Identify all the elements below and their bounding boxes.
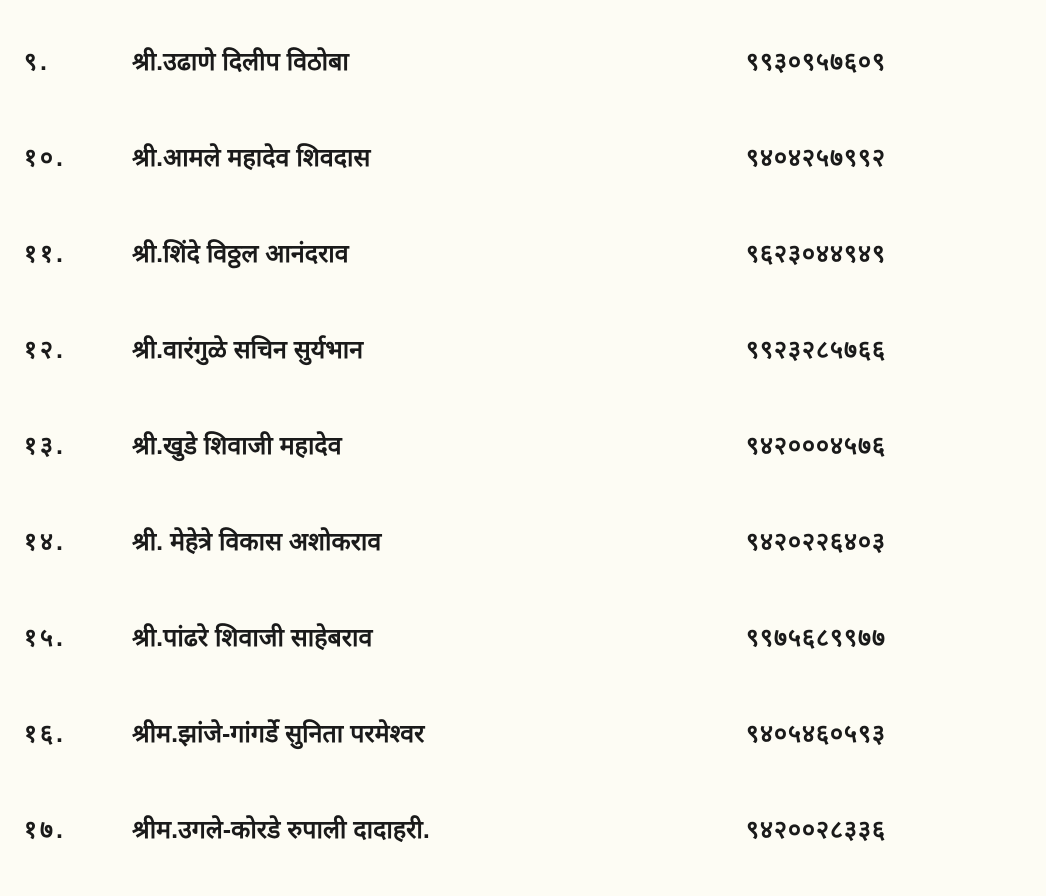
row-index: १३. [24,432,66,460]
table-row [14,206,1006,302]
row-index: ११. [24,240,66,268]
row-phone: ९९७५६८९९७७ [746,624,887,652]
table-row [14,494,1006,590]
row-phone: ९९२३२८५७६६ [746,336,887,364]
row-phone: ९४०४२५७९९२ [746,144,887,172]
row-name: श्री. मेहेत्रे विकास अशोकराव [132,528,382,556]
row-phone: ९४०५४६०५९३ [746,720,887,748]
table-row [14,302,1006,398]
row-phone: ९६२३०४४९४९ [746,240,887,268]
row-name: श्री.उढाणे दिलीप विठोबा [132,48,349,76]
row-phone: ९९३०९५७६०९ [746,48,887,76]
row-phone: ९४२०००४५७६ [746,432,887,460]
row-name: श्री.पांढरे शिवाजी साहेबराव [132,624,373,652]
table-row [14,110,1006,206]
row-index: १४. [24,528,66,556]
table-row [14,14,1006,110]
table-row [14,590,1006,686]
row-name: श्रीम.उगले-कोरडे रुपाली दादाहरी. [132,816,430,844]
row-phone: ९४२०२२६४०३ [746,528,887,556]
row-name: श्री.खुडे शिवाजी महादेव [132,432,342,460]
table-row [14,782,1006,878]
row-index: १२. [24,336,66,364]
table-row [14,686,1006,782]
row-name: श्रीम.झांजे-गांगर्डे सुनिता परमेश्वर [132,720,425,748]
row-index: १०. [24,144,66,172]
row-name: श्री.आमले महादेव शिवदास [132,144,371,172]
row-index: १५. [24,624,66,652]
row-name: श्री.वारंगुळे सचिन सुर्यभान [132,336,364,364]
row-index: १६. [24,720,66,748]
table-row [14,398,1006,494]
row-index: ९. [24,48,50,76]
row-index: १७. [24,816,66,844]
row-phone: ९४२००२८३३६ [746,816,887,844]
row-name: श्री.शिंदे विठ्ठल आनंदराव [132,240,349,268]
